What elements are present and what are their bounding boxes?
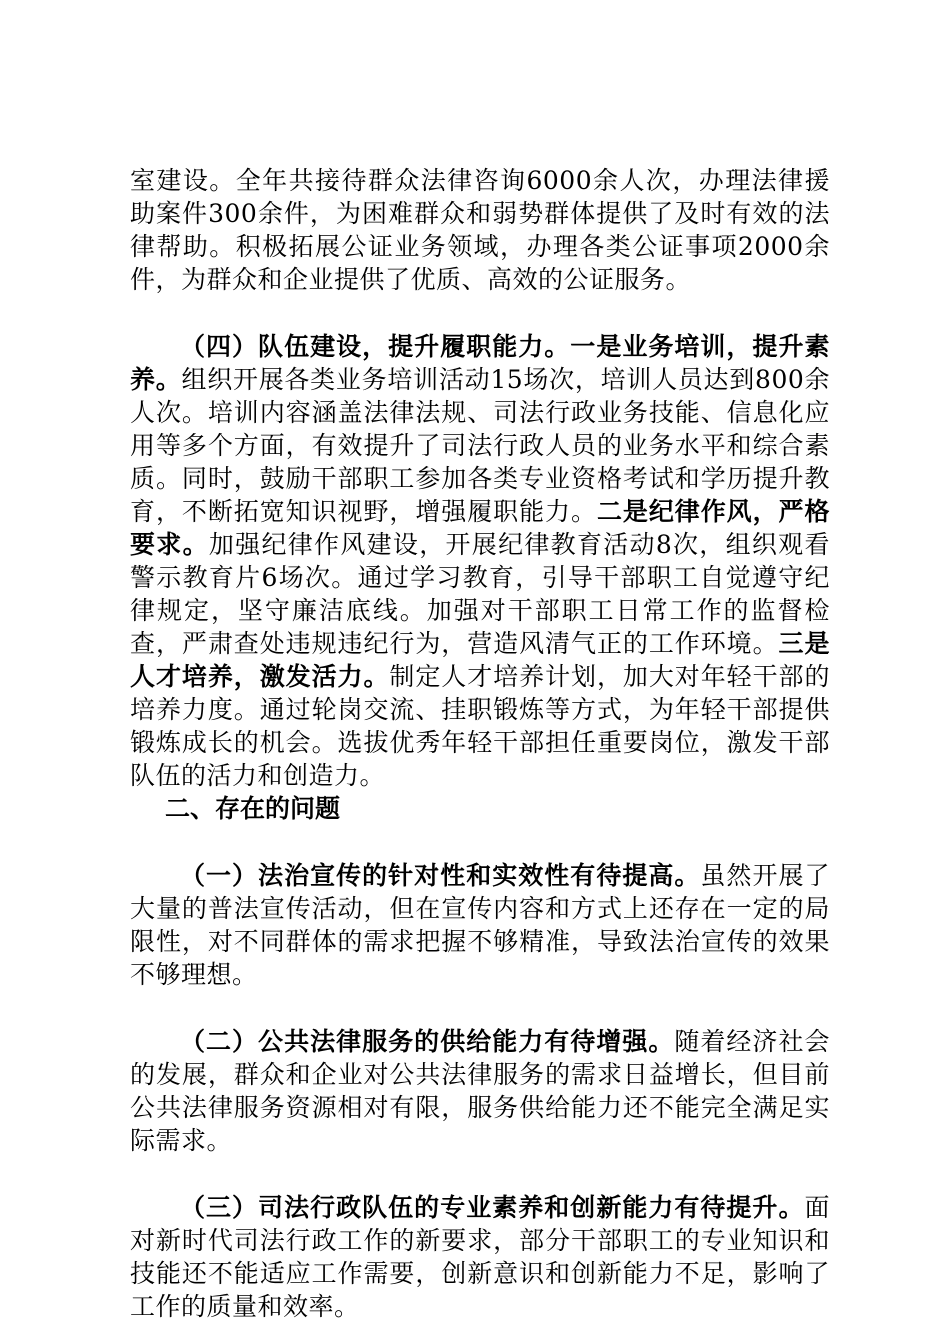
document-page	[130, 164, 830, 1323]
problem-2-title: （二）公共法律服务的供给能力有待增强。	[180, 1027, 675, 1056]
problem-3-title: （三）司法行政队伍的专业素养和创新能力有待提升。	[180, 1193, 805, 1222]
section-heading: 二、存在的问题	[165, 794, 341, 823]
problem-3-text: 面对新时代司法行政工作的新要求，部分干部职工的专业知识和技能还不能适应工作需要，创新意识和创新能力不足，影响了工作的质量和效率。	[130, 1193, 830, 1321]
point-1-title: 一是业务培训，提升素养。	[130, 332, 830, 394]
point-3-title: 三是人才培养，激发活力。	[130, 629, 830, 691]
problem-1-title: （一）法治宣传的针对性和实效性有待提高。	[180, 861, 701, 890]
point-2-title: 二是纪律作风，严格要求。	[130, 497, 830, 559]
paragraph-problem-1	[130, 859, 830, 991]
paragraph-team-building	[130, 330, 830, 792]
paragraph-continuation: 室建设。全年共接待群众法律咨询6000余人次，办理法律援助案件300余件，为困难群众和弱势群体提供了及时有效的法律帮助。积极拓展公证业务领域，办理各类公证事项2000余件，为群众和企业提供了优质、高效的公证服务。	[130, 166, 830, 294]
point-3-text: 制定人才培养计划，加大对年轻干部的培养力度。通过轮岗交流、挂职锻炼等方式，为年轻干部提供锻炼成长的机会。选拔优秀年轻干部担任重要岗位，激发干部队伍的活力和创造力。	[130, 662, 830, 790]
paragraph-problem-3	[130, 1191, 830, 1323]
point-1-text: 组织开展各类业务培训活动15场次，培训人员达到800余人次。培训内容涵盖法律法规、司法行政业务技能、信息化应用等多个方面，有效提升了司法行政人员的业务水平和综合素质。同时，鼓励干部职工参加各类专业资格考试和学历提升教育，不断拓宽知识视野，增强履职能力。	[130, 365, 830, 526]
paragraph-heading: （四）队伍建设，提升履职能力。	[180, 332, 571, 361]
problem-1-text: 虽然开展了大量的普法宣传活动，但在宣传内容和方式上还存在一定的局限性，对不同群体的需求把握不够精准，导致法治宣传的效果不够理想。	[130, 861, 830, 989]
problem-2-text: 随着经济社会的发展，群众和企业对公共法律服务的需求日益增长，但目前公共法律服务资源相对有限，服务供给能力还不能完全满足实际需求。	[130, 1027, 830, 1155]
point-2-text: 加强纪律作风建设，开展纪律教育活动8次，组织观看警示教育片6场次。通过学习教育，引导干部职工自觉遵守纪律规定，坚守廉洁底线。加强对干部职工日常工作的监督检查，严肃查处违规违纪行为，营造风清气正的工作环境。	[130, 530, 830, 658]
paragraph-problem-2	[130, 1025, 830, 1157]
